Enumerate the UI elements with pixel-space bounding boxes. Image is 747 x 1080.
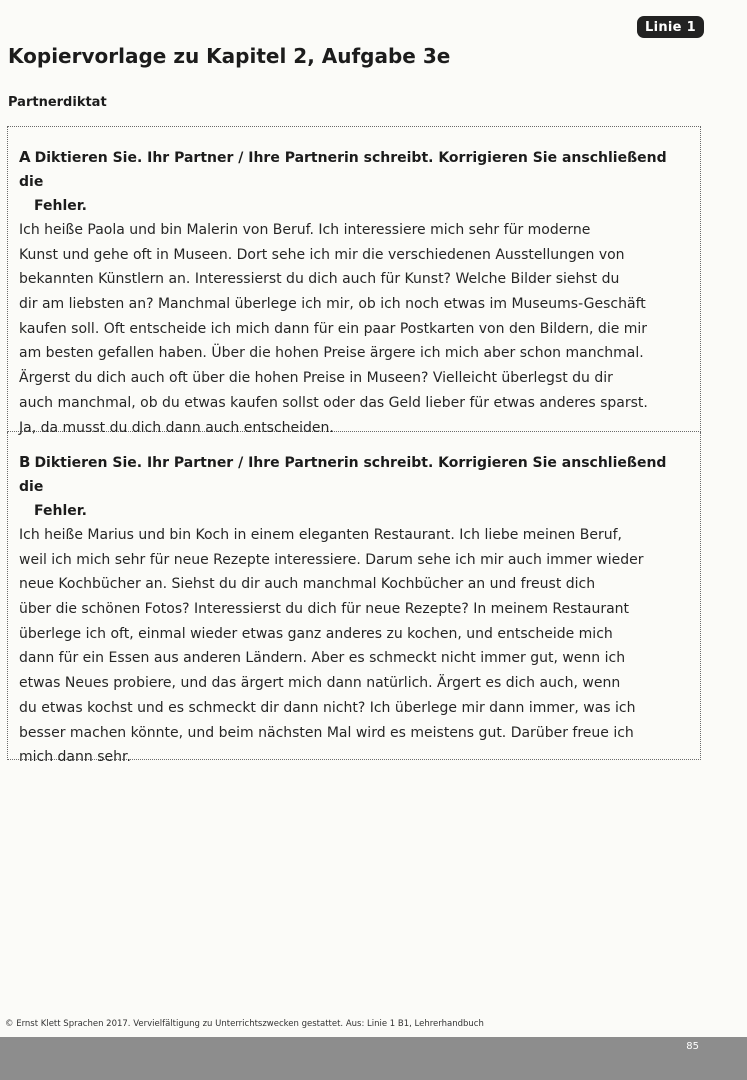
text-line: über die schönen Fotos? Interessierst du dich für neue Rezepte? In meinem Restaurant — [19, 601, 630, 618]
dictation-text-a — [19, 218, 691, 440]
instruction-b-line1: Diktieren Sie. Ihr Partner / Ihre Partnerin schreibt. Korrigieren Sie anschließend die — [19, 455, 667, 495]
page-subtitle: Partnerdiktat — [8, 95, 107, 110]
section-letter-a: A — [19, 148, 31, 166]
text-line: Ich heiße Marius und bin Koch in einem eleganten Restaurant. Ich liebe meinen Beruf, — [19, 527, 622, 543]
bottom-bar — [0, 1037, 747, 1080]
instruction-a-line1: Diktieren Sie. Ihr Partner / Ihre Partnerin schreibt. Korrigieren Sie anschließend die — [19, 150, 667, 190]
text-line: besser machen könnte, und beim nächsten Mal wird es meistens gut. Darüber freue ich — [19, 724, 634, 741]
page-number: 85 — [686, 1041, 699, 1052]
text-line: Kunst und gehe oft in Museen. Dort sehe ich mir die verschiedenen Ausstellungen von — [19, 246, 625, 263]
text-line: dir am liebsten an? Manchmal überlege ich mir, ob ich noch etwas im Museums-Geschäft — [19, 296, 646, 313]
text-line: weil ich mich sehr für neue Rezepte interessiere. Darum sehe ich mir auch immer wieder — [19, 551, 644, 568]
text-line: Ärgerst du dich auch oft über die hohen Preise in Museen? Vielleicht überlegst du dir — [19, 370, 613, 387]
instruction-b — [19, 450, 691, 523]
dictation-box-a-content — [19, 145, 691, 440]
text-line: überlege ich oft, einmal wieder etwas ganz anderes zu kochen, und entscheide mich — [19, 625, 613, 642]
dictation-box-b — [7, 432, 701, 766]
page-title: Kopiervorlage zu Kapitel 2, Aufgabe 3e — [8, 44, 451, 68]
text-line: Ich heiße Paola und bin Malerin von Beruf. Ich interessiere mich sehr für moderne — [19, 222, 591, 238]
dictation-text-b — [19, 523, 691, 770]
instruction-a-line2: Fehler. — [34, 198, 87, 214]
text-line: kaufen soll. Oft entscheide ich mich dann für ein paar Postkarten von den Bildern, die mir — [19, 320, 648, 337]
instruction-b-line2: Fehler. — [34, 503, 87, 519]
copyright-footer: © Ernst Klett Sprachen 2017. Vervielfältigung zu Unterrichtszwecken gestattet. Aus: Linie 1 B1, Lehrerhandbuch — [5, 1019, 484, 1029]
dictation-box-b-content — [19, 450, 691, 770]
instruction-a — [19, 145, 691, 218]
dictation-box-a — [7, 126, 701, 436]
text-line: mich dann sehr. — [19, 749, 131, 766]
text-line: auch manchmal, ob du etwas kaufen sollst oder das Geld lieber für etwas anderes sparst. — [19, 394, 648, 411]
section-letter-b: B — [19, 453, 31, 471]
text-line: du etwas kochst und es schmeckt dir dann nicht? Ich überlege mir dann immer, was ich — [19, 699, 636, 716]
text-line: etwas Neues probiere, und das ärgert mich dann natürlich. Ärgert es dich auch, wenn — [19, 675, 621, 692]
series-badge: Linie 1 — [637, 16, 704, 38]
text-line: am besten gefallen haben. Über die hohen Preise ärgere ich mich aber schon manchmal. — [19, 345, 644, 362]
text-line: neue Kochbücher an. Siehst du dir auch manchmal Kochbücher an und freust dich — [19, 576, 596, 593]
text-line: bekannten Künstlern an. Interessierst du dich auch für Kunst? Welche Bilder siehst du — [19, 271, 620, 288]
text-line: Ja, da musst du dich dann auch entscheiden. — [19, 419, 334, 436]
text-line: dann für ein Essen aus anderen Ländern. Aber es schmeckt nicht immer gut, wenn ich — [19, 650, 626, 667]
